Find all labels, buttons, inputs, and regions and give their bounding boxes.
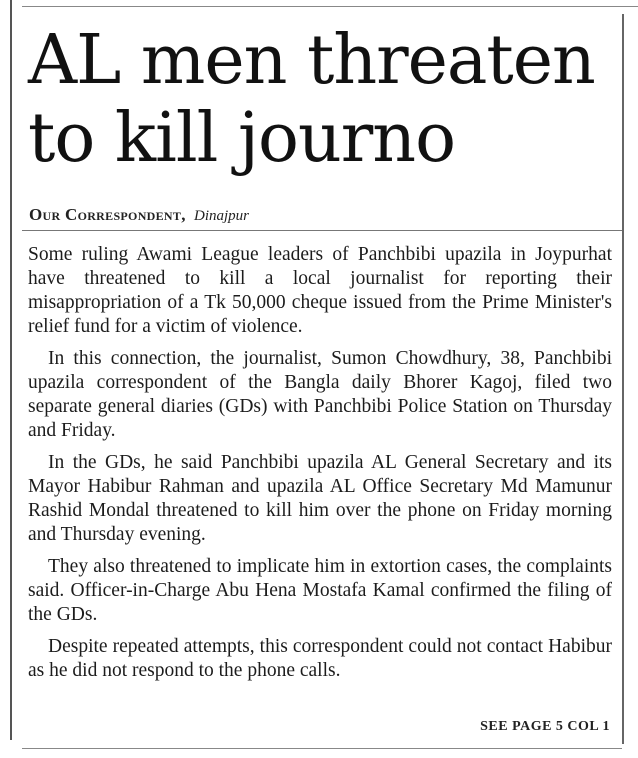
- bottom-rule: [22, 748, 622, 749]
- headline: AL men threaten to kill journo: [28, 21, 595, 178]
- byline-author: Our Correspondent,: [29, 205, 186, 224]
- continuation-jump: SEE PAGE 5 COL 1: [480, 719, 610, 734]
- paragraph: In this connection, the journalist, Sumon Chowdhury, 38, Panchbibi upazila correspondent of the Bangla daily Bhorer Kagoj, filed two separate general diaries (GDs) with Panchbibi Police Station on Thursday and Friday.: [28, 348, 612, 441]
- paragraph: Despite repeated attempts, this correspondent could not contact Habibur as he did not respond to the phone calls.: [28, 636, 612, 681]
- paragraph: They also threatened to implicate him in extortion cases, the complaints said. Officer-in-Charge Abu Hena Mostafa Kamal confirmed the filing of the GDs.: [28, 556, 612, 625]
- article-body: [28, 243, 612, 691]
- paragraph: In the GDs, he said Panchbibi upazila AL General Secretary and its Mayor Habibur Rahman and upazila AL Office Secretary Md Mamunur Rashid Mondal threatened to kill him over the phone on Friday morning and Thursday evening.: [28, 452, 612, 545]
- right-column-rule: [622, 14, 624, 744]
- byline-rule: [22, 230, 622, 231]
- top-rule: [22, 6, 638, 7]
- byline: [29, 205, 249, 225]
- paragraph: Some ruling Awami League leaders of Panchbibi upazila in Joypurhat have threatened to kill a local journalist for reporting their misappropriation of a Tk 50,000 cheque issued from the Prime Minister's relief fund for a victim of violence.: [28, 244, 612, 337]
- left-column-rule: [10, 0, 12, 740]
- byline-place: Dinajpur: [194, 208, 250, 224]
